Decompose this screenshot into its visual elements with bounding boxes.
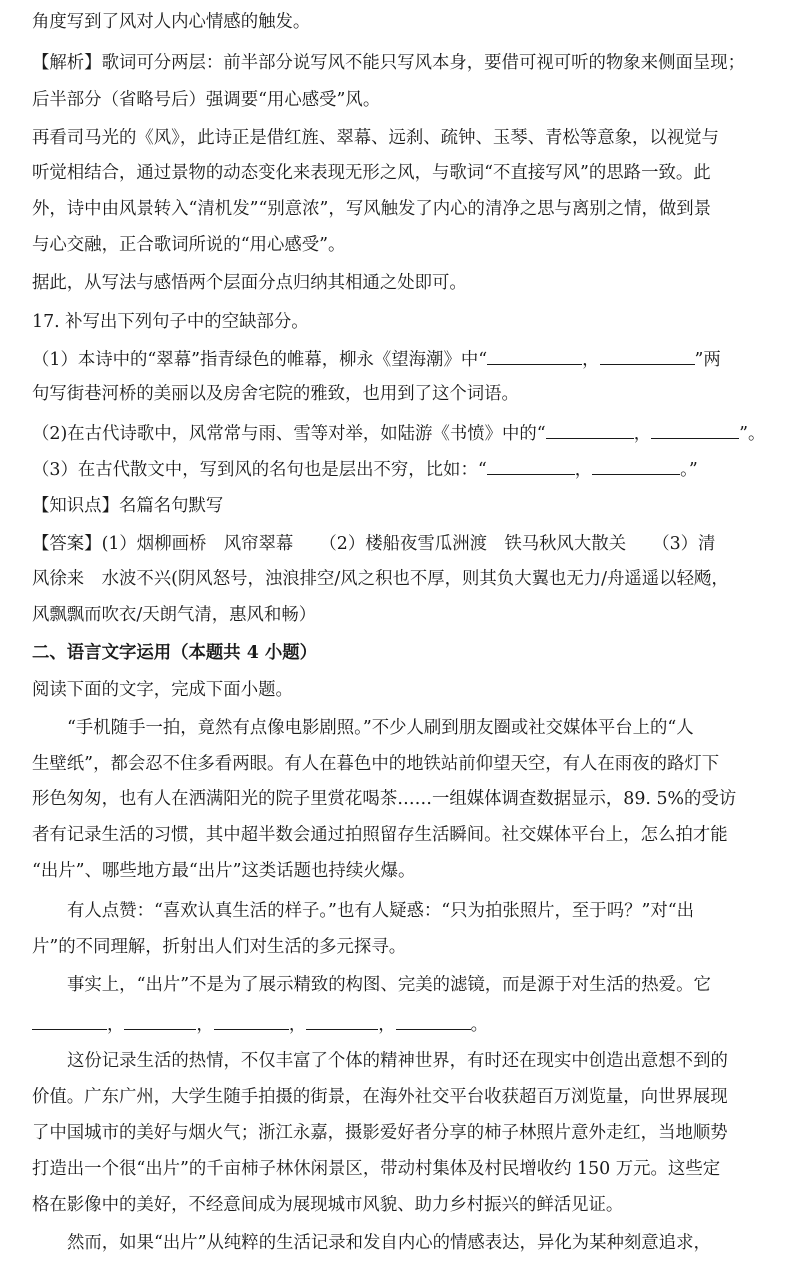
answer-line: 风飘飘而吹衣/天朗气清，惠风和畅） — [32, 605, 317, 625]
question-item-2: （2)在古代诗歌中，风常常与雨、雪等对举，如陆游《书愤》中的“ ， ”。 — [32, 420, 792, 446]
text-line: 有人点赞：“喜欢认真生活的样子。”也有人疑惑：“只为拍张照片，至于吗？”对“出 — [67, 901, 695, 921]
answer-blank[interactable] — [306, 1011, 378, 1030]
text-line: 了中国城市的美好与烟火气；浙江永嘉，摄影爱好者分享的柿子林照片意外走红，当地顺势 — [32, 1123, 728, 1143]
text-line: 者有记录生活的习惯，其中超半数会通过拍照留存生活瞬间。社交媒体平台上，怎么拍才能 — [32, 825, 728, 845]
question-title: 17. 补写出下列句子中的空缺部分。 — [32, 312, 309, 332]
text-line: 角度写到了风对人内心情感的触发。 — [32, 12, 311, 32]
answer-blank[interactable] — [214, 1011, 289, 1030]
knowledge-point: 【知识点】名篇名句默写 — [32, 496, 224, 516]
text-line: 片”的不同理解，折射出人们对生活的多元探寻。 — [32, 937, 407, 957]
text-line: 【解析】歌词可分两层：前半部分说写风不能只写风本身，要借可视可听的物象来侧面呈现； — [32, 53, 746, 73]
text-line: 据此，从写法与感悟两个层面分点归纳其相通之处即可。 — [32, 273, 467, 293]
answer-blank[interactable] — [124, 1011, 196, 1030]
answer-blank[interactable] — [487, 456, 575, 475]
text-line: 阅读下面的文字，完成下面小题。 — [32, 680, 293, 700]
section-heading: 二、语言文字运用（本题共 4 小题） — [32, 643, 318, 663]
text-line: “出片”、哪些地方最“出片”这类话题也持续火爆。 — [32, 861, 416, 881]
text-line: 与心交融，正合歌词所说的“用心感受”。 — [32, 235, 346, 255]
question-item-3: （3）在古代散文中，写到风的名句也是层出不穷，比如：“ ， 。” — [32, 456, 792, 482]
text-line: 外，诗中由风景转入“清机发”“别意浓”，写风触发了内心的清净之思与离别之情，做到景 — [32, 199, 712, 219]
text-line: 句写街巷河桥的美丽以及房舍宅院的雅致，也用到了这个词语。 — [32, 384, 519, 404]
text-line: 这份记录生活的热情，不仅丰富了个体的精神世界，有时还在现实中创造出意想不到的 — [67, 1051, 728, 1071]
text-line: 再看司马光的《风》，此诗正是借红旌、翠幕、远刹、疏钟、玉琴、青松等意象，以视觉与 — [32, 128, 719, 148]
text-line: 后半部分（省略号后）强调要“用心感受”风。 — [32, 90, 381, 110]
answer-blank[interactable] — [651, 420, 739, 439]
text-line: 打造出一个很“出片”的千亩柿子林休闲景区，带动村集体及村民增收约 150 万元。这些定 — [32, 1159, 721, 1179]
text-line: 格在影像中的美好，不经意间成为展现城市风貌、助力乡村振兴的鲜活见证。 — [32, 1195, 624, 1215]
answer-blank[interactable] — [592, 456, 680, 475]
answer-blank[interactable] — [487, 346, 582, 365]
answer-blank[interactable] — [600, 346, 695, 365]
text-line: 价值。广东广州，大学生随手拍摄的街景，在海外社交平台收获超百万浏览量，向世界展现 — [32, 1087, 728, 1107]
text-line: 听觉相结合，通过景物的动态变化来表现无形之风，与歌词“不直接写风”的思路一致。此 — [32, 163, 711, 183]
answer-blank[interactable] — [32, 1011, 107, 1030]
answer-blank[interactable] — [396, 1011, 471, 1030]
answer-line: 【答案】(1）烟柳画桥 风帘翠幕 （2）楼船夜雪瓜洲渡 铁马秋风大散关 （3）清 — [32, 534, 716, 554]
text-line: 事实上，“出片”不是为了展示精致的构图、完美的滤镜，而是源于对生活的热爱。它 — [67, 975, 711, 995]
text-line: 生壁纸”，都会忍不住多看两眼。有人在暮色中的地铁站前仰望天空，有人在雨夜的路灯下 — [32, 754, 720, 774]
answer-line: 风徐来 水波不兴(阴风怒号，浊浪排空/风之积也不厚，则其负大翼也无力/舟遥遥以轻飏， — [32, 569, 729, 589]
text-line: “手机随手一拍，竟然有点像电影剧照。”不少人刷到朋友圈或社交媒体平台上的“人 — [67, 718, 694, 738]
fill-blank-line: ， ， ， ， 。 — [32, 1011, 792, 1037]
question-item-1: （1）本诗中的“翠幕”指青绿色的帷幕，柳永《望海潮》中“ ， ”两 — [32, 346, 792, 372]
answer-blank[interactable] — [546, 420, 634, 439]
text-line: 然而，如果“出片”从纯粹的生活记录和发自内心的情感表达，异化为某种刻意追求， — [67, 1233, 711, 1253]
text-line: 形色匆匆，也有人在洒满阳光的院子里赏花喝茶……一组媒体调查数据显示，89. 5%的受访 — [32, 789, 737, 809]
